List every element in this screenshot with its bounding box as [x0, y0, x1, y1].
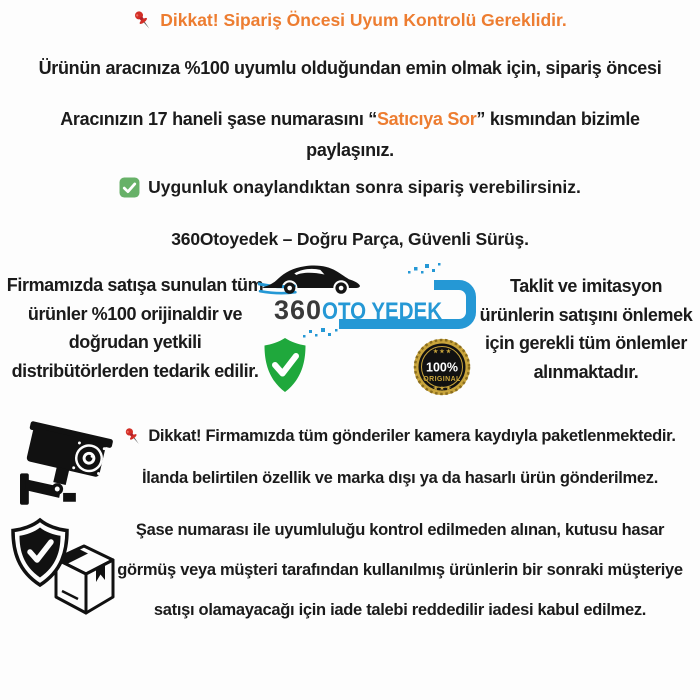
brand-logo [258, 260, 482, 342]
intro-line-2-suffix: ” kısmından bizimle [476, 109, 640, 129]
header-row [0, 9, 700, 32]
logo-dots-top [408, 263, 441, 274]
intro-line-2-prefix: Aracınızın 17 haneli şase numarasını “ [60, 109, 377, 129]
pushpin-icon [133, 9, 153, 32]
right-column [474, 272, 698, 386]
intro-line-2 [0, 104, 700, 166]
return-policy-line: Şase numarası ile uyumluluğu kontrol edilmeden alınan, kutusu hasar [135, 521, 665, 539]
pushpin-icon [124, 426, 142, 447]
badge-percent: 100% [426, 360, 458, 375]
right-column-line: için gerekli tüm önlemler [484, 333, 688, 353]
left-column-line: Firmamızda satışa sunulan tüm [6, 275, 264, 295]
brand-slogan: 360Otoyedek – Doğru Parça, Güvenli Sürüş. [171, 229, 529, 249]
right-column-line: Taklit ve imitasyon [509, 276, 663, 296]
return-policy-line: satışı olamayacağı için iade talebi reddedilir iadesi kabul edilmez. [153, 601, 647, 619]
logo-name: OTO YEDEK [322, 298, 443, 325]
header-title: Dikkat! Sipariş Öncesi Uyum Kontrolü Gereklidir. [160, 10, 567, 30]
right-column-line: alınmaktadır. [533, 361, 639, 382]
badge-original: ORIGINAL [423, 376, 461, 383]
left-column [0, 271, 270, 385]
camera-notice-row [100, 426, 700, 447]
approval-text: Uygunluk onaylandıktan sonra sipariş verebilirsiniz. [148, 177, 581, 197]
intro-line-2-tail: paylaşınız. [306, 140, 394, 160]
badge-stars-top: ★ ★ ★ [433, 349, 451, 355]
right-column-line: ürünlerin satışını önlemek [479, 304, 693, 325]
badge-stars-bottom: ★ ★ ★ [433, 386, 451, 392]
sports-car-icon [259, 266, 360, 294]
return-policy-line: görmüş veya müşteri tarafından kullanılmış ürünlerin bir sonraki müşteriye [117, 561, 683, 579]
left-column-line: doğrudan yetkili [68, 332, 202, 352]
camera-notice-text: Dikkat! Firmamızda tüm gönderiler kamera kaydıyla paketlenmektedir. [148, 427, 676, 445]
logo-dots-bottom [303, 328, 338, 338]
intro-line-1: Ürünün aracınıza %100 uyumlu olduğundan emin olmak için, sipariş öncesi [38, 58, 662, 78]
left-column-line: distribütörlerden tedarik edilir. [11, 360, 259, 381]
approval-row [0, 177, 700, 198]
camera-notice-line-2: İlanda belirtilen özellik ve marka dışı ya da hasarlı ürün gönderilmez. [141, 469, 659, 487]
ask-seller-highlight: Satıcıya Sor [376, 109, 477, 129]
logo-number: 360 [274, 295, 323, 325]
green-shield-checkmark-icon [262, 336, 308, 394]
original-badge [412, 333, 472, 401]
left-column-line: ürünler %100 orijinaldir ve [27, 303, 243, 324]
green-checkbox-icon [119, 177, 140, 198]
